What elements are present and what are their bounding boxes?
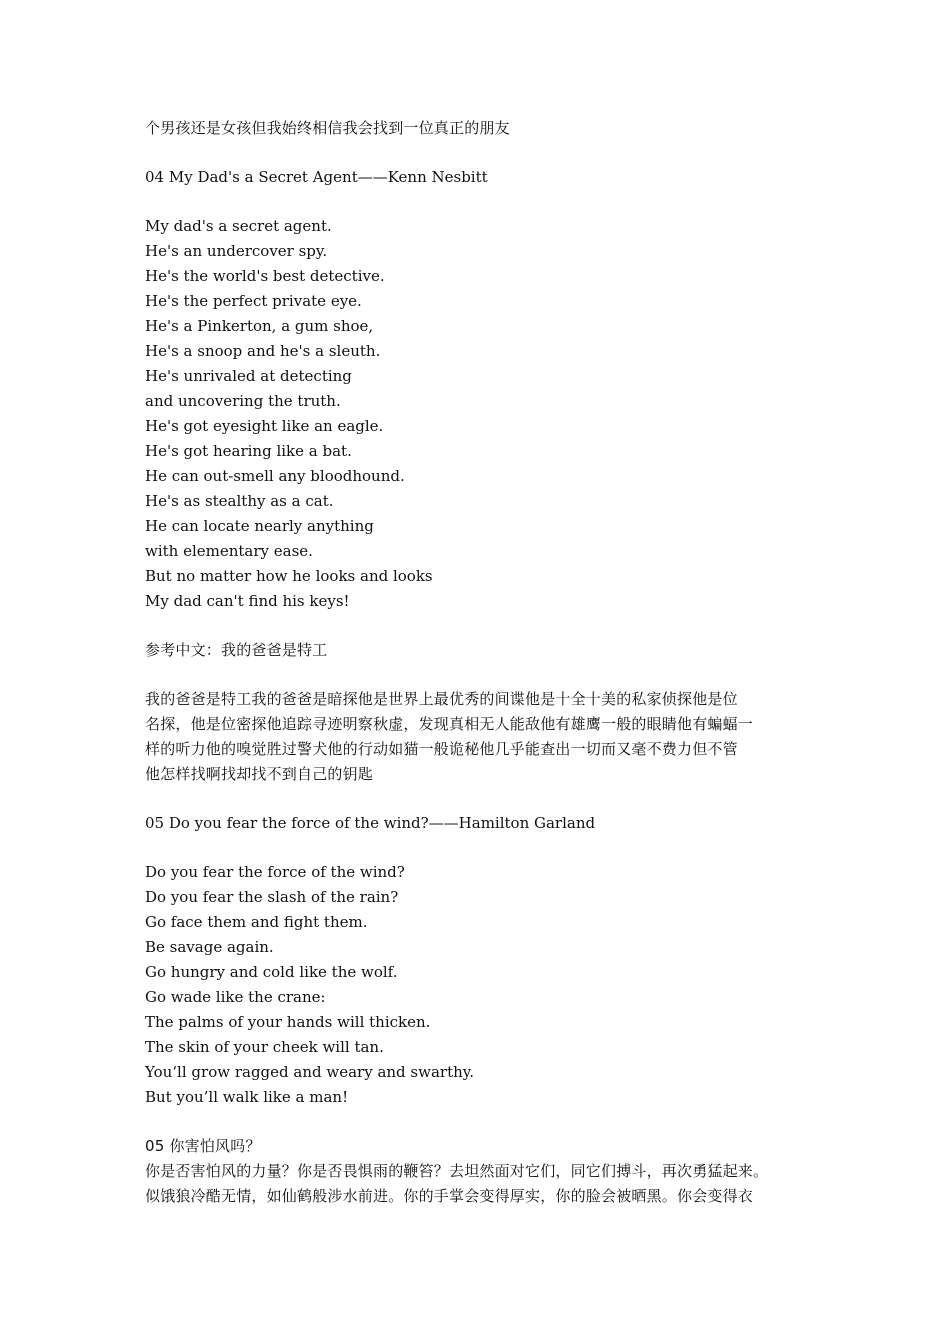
poem-line: He's a Pinkerton, a gum shoe, [145, 317, 374, 335]
poem-line: and uncovering the truth. [145, 392, 341, 410]
poem-line: He's got hearing like a bat. [145, 442, 352, 460]
poem5-translation [145, 1159, 810, 1209]
poem4-body [145, 214, 810, 614]
poem-line: Be savage again. [145, 938, 274, 956]
poem-line: He's an undercover spy. [145, 242, 328, 260]
spacer [145, 141, 810, 165]
poem-line: He's as stealthy as a cat. [145, 492, 334, 510]
intro-line: 个男孩还是女孩但我始终相信我会找到一位真正的朋友 [145, 119, 510, 137]
translation-line: 我的爸爸是特工我的爸爸是暗探他是世界上最优秀的间谍他是十全十美的私家侦探他是位 [145, 690, 738, 708]
document-page [145, 116, 810, 1209]
poem-line: Go face them and fight them. [145, 913, 368, 931]
poem4-translation [145, 687, 810, 787]
poem5-heading: 05 Do you fear the force of the wind?——Hamilton Garland [145, 814, 596, 832]
translation-line: 名探，他是位密探他追踪寻迹明察秋虚，发现真相无人能敌他有雄鹰一般的眼睛他有蝙蝠一 [145, 715, 754, 733]
poem5-body [145, 860, 810, 1110]
poem-line: He's got eyesight like an eagle. [145, 417, 384, 435]
poem-line: But no matter how he looks and looks [145, 567, 433, 585]
spacer [145, 614, 810, 638]
poem-line: Go hungry and cold like the wolf. [145, 963, 398, 981]
poem-line: He's the perfect private eye. [145, 292, 362, 310]
poem-line: You‘ll grow ragged and weary and swarthy. [145, 1063, 475, 1081]
translation-line: 你是否害怕风的力量？你是否畏惧雨的鞭笞？去坦然面对它们，同它们搏斗，再次勇猛起来。 [145, 1162, 769, 1180]
translation-line: 他怎样找啊找却找不到自己的钥匙 [145, 765, 374, 783]
translation-line: 样的听力他的嗅觉胜过警犬他的行动如猫一般诡秘他几乎能查出一切而又毫不费力但不管 [145, 740, 738, 758]
poem-line: He's the world's best detective. [145, 267, 385, 285]
spacer [145, 836, 810, 860]
spacer [145, 663, 810, 687]
poem-line: My dad's a secret agent. [145, 217, 332, 235]
poem-line: But you’ll walk like a man! [145, 1088, 349, 1106]
poem-line: Do you fear the slash of the rain? [145, 888, 399, 906]
poem-line: He can locate nearly anything [145, 517, 374, 535]
spacer [145, 190, 810, 214]
translation-line: 似饿狼冷酷无情，如仙鹤般涉水前进。你的手掌会变得厚实，你的脸会被晒黑。你会变得衣 [145, 1187, 754, 1205]
poem4-heading: 04 My Dad's a Secret Agent——Kenn Nesbitt [145, 168, 488, 186]
poem-line: Go wade like the crane: [145, 988, 326, 1006]
poem5-translation-heading: 05 你害怕风吗？ [145, 1137, 261, 1155]
poem-line: He's a snoop and he's a sleuth. [145, 342, 381, 360]
poem4-translation-heading: 参考中文：我的爸爸是特工 [145, 641, 328, 659]
poem-line: The palms of your hands will thicken. [145, 1013, 431, 1031]
poem-line: with elementary ease. [145, 542, 313, 560]
spacer [145, 1110, 810, 1134]
poem-line: He can out-smell any bloodhound. [145, 467, 405, 485]
poem-line: The skin of your cheek will tan. [145, 1038, 384, 1056]
poem-line: Do you fear the force of the wind? [145, 863, 405, 881]
spacer [145, 787, 810, 811]
poem-line: My dad can't find his keys! [145, 592, 350, 610]
poem-line: He's unrivaled at detecting [145, 367, 352, 385]
